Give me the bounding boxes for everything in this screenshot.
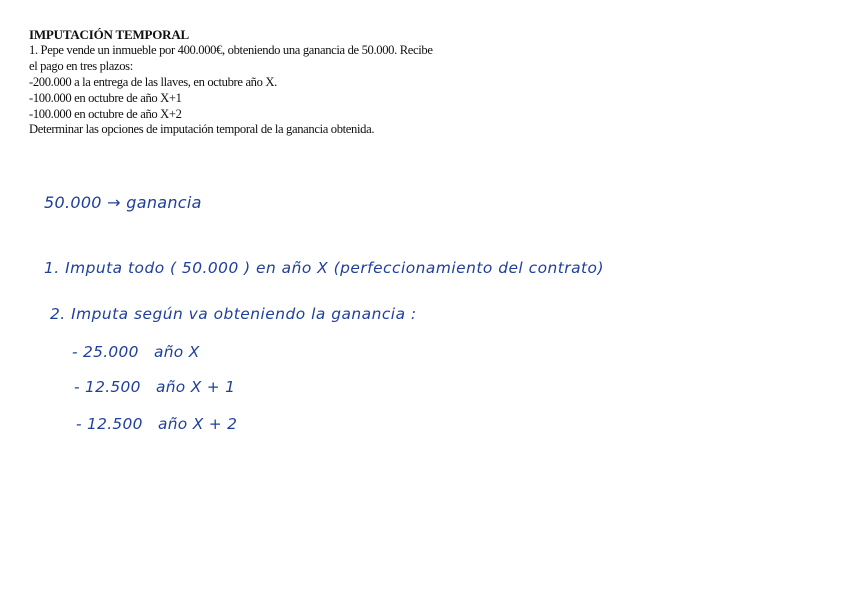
installment-amount: - 25.000 bbox=[72, 343, 139, 361]
handwritten-option-1: 1. Imputa todo ( 50.000 ) en año X (perfeccionamiento del contrato) bbox=[44, 259, 604, 277]
problem-line: 1. Pepe vende un inmueble por 400.000€, obteniendo una ganancia de 50.000. Recibe bbox=[29, 42, 433, 57]
installment-year: año X bbox=[154, 343, 200, 361]
handwritten-installment-item bbox=[74, 378, 235, 396]
problem-line: -100.000 en octubre de año X+1 bbox=[29, 90, 182, 105]
problem-line: Determinar las opciones de imputación temporal de la ganancia obtenida. bbox=[29, 122, 375, 137]
problem-line: -200.000 a la entrega de las llaves, en octubre año X. bbox=[29, 74, 277, 89]
handwritten-gain-note: 50.000 → ganancia bbox=[44, 193, 202, 212]
problem-title: IMPUTACIÓN TEMPORAL bbox=[29, 27, 190, 42]
handwritten-installment-item bbox=[76, 415, 237, 433]
installment-year: año X + 2 bbox=[158, 415, 238, 433]
problem-line: -100.000 en octubre de año X+2 bbox=[29, 106, 182, 121]
installment-amount: - 12.500 bbox=[76, 415, 143, 433]
problem-statement bbox=[29, 27, 549, 138]
handwritten-option-2: 2. Imputa según va obteniendo la ganancia : bbox=[50, 305, 417, 323]
installment-year: año X + 1 bbox=[156, 378, 236, 396]
problem-line: el pago en tres plazos: bbox=[29, 58, 133, 73]
handwritten-installment-item bbox=[72, 343, 200, 361]
installment-amount: - 12.500 bbox=[74, 378, 141, 396]
